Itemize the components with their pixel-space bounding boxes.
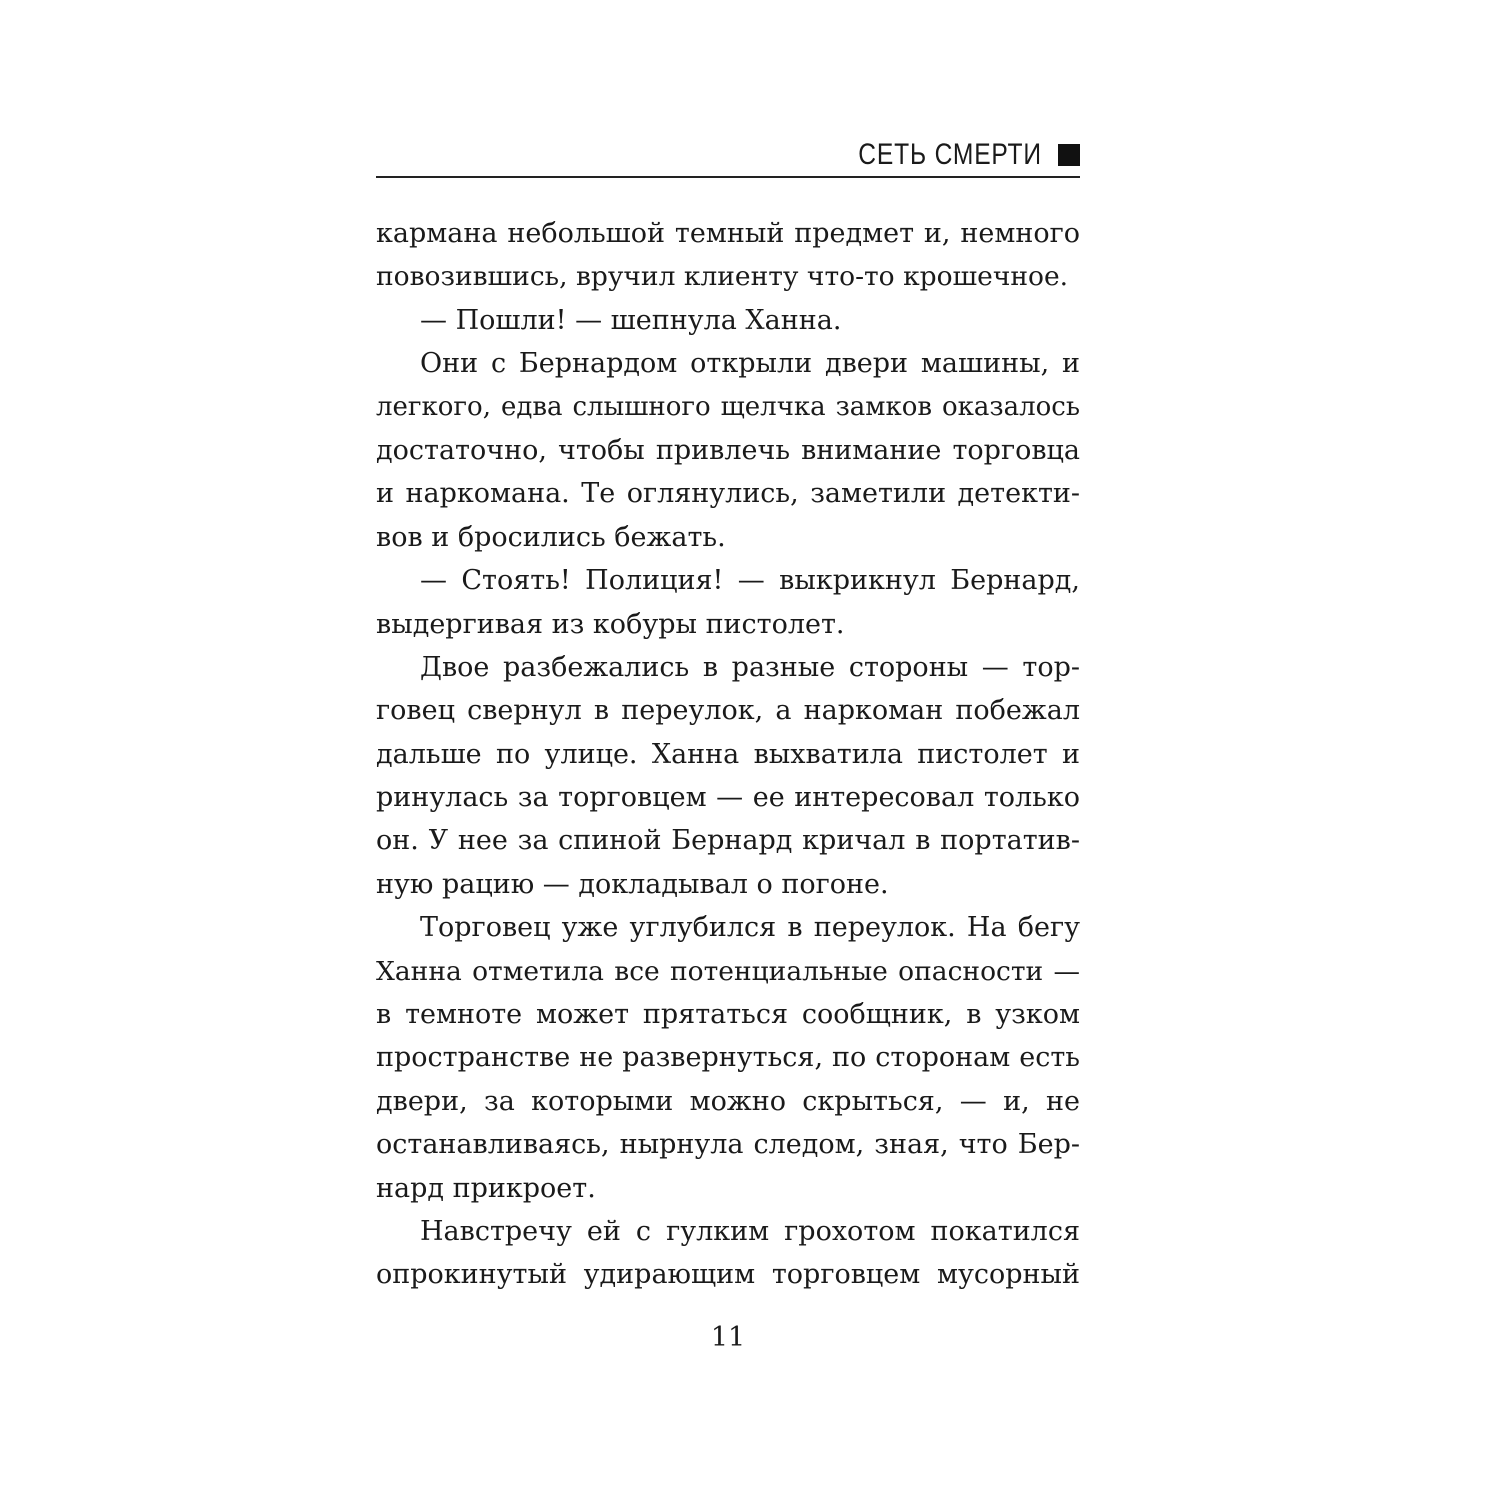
text-line: двери, за которыми можно скрыться, — и, не — [376, 1085, 1080, 1117]
square-ornament-icon — [1058, 144, 1080, 166]
text-line: останавливаясь, нырнула следом, зная, что Бер- — [376, 1129, 1080, 1161]
text-line: опрокинутый удирающим торговцем мусорный — [376, 1259, 1080, 1291]
text-line: — Стоять! Полиция! — выкрикнул Бернард, — [420, 565, 1080, 597]
text-line: выдергивая из кобуры пистолет. — [376, 608, 845, 640]
text-line: дальше по улице. Ханна выхватила пистолет и — [376, 738, 1080, 770]
text-line: Торговец уже углубился в переулок. На бегу — [420, 912, 1080, 944]
text-line: нард прикроет. — [376, 1172, 596, 1204]
text-line: ную рацию — докладывал о погоне. — [376, 868, 889, 900]
running-header — [818, 138, 1080, 172]
book-page — [376, 0, 1080, 1500]
body-text — [376, 212, 1080, 1297]
text-line: Навстречу ей с гулким грохотом покатился — [420, 1215, 1080, 1247]
text-line: пространстве не развернуться, по сторонам есть — [376, 1042, 1080, 1074]
text-line: в темноте может прятаться сообщник, в узком — [376, 999, 1080, 1031]
text-line: — Пошли! — шепнула Ханна. — [420, 304, 842, 336]
text-line: легкого, едва слышного щелчка замков оказалось — [376, 391, 1080, 422]
text-line: говец свернул в переулок, а наркоман побежал — [376, 695, 1080, 727]
text-line: и наркомана. Те оглянулись, заметили детекти- — [376, 478, 1080, 510]
text-line: Ханна отметила все потенциальные опасности — — [376, 955, 1080, 987]
running-title: СЕТЬ СМЕРТИ — [858, 138, 1042, 171]
text-line: Они с Бернардом открыли двери машины, и — [420, 348, 1080, 380]
header-rule — [376, 176, 1080, 178]
text-line: вов и бросились бежать. — [376, 521, 726, 553]
text-line: повозившись, вручил клиенту что-то крошечное. — [376, 261, 1069, 293]
text-line: достаточно, чтобы привлечь внимание торговца — [376, 434, 1080, 466]
text-line: ринулась за торговцем — ее интересовал только — [376, 782, 1080, 814]
text-line: кармана небольшой темный предмет и, немного — [376, 218, 1080, 249]
text-line: Двое разбежались в разные стороны — тор- — [420, 651, 1080, 683]
page-number: 11 — [710, 1322, 746, 1353]
text-line: он. У нее за спиной Бернард кричал в портатив- — [376, 825, 1080, 857]
